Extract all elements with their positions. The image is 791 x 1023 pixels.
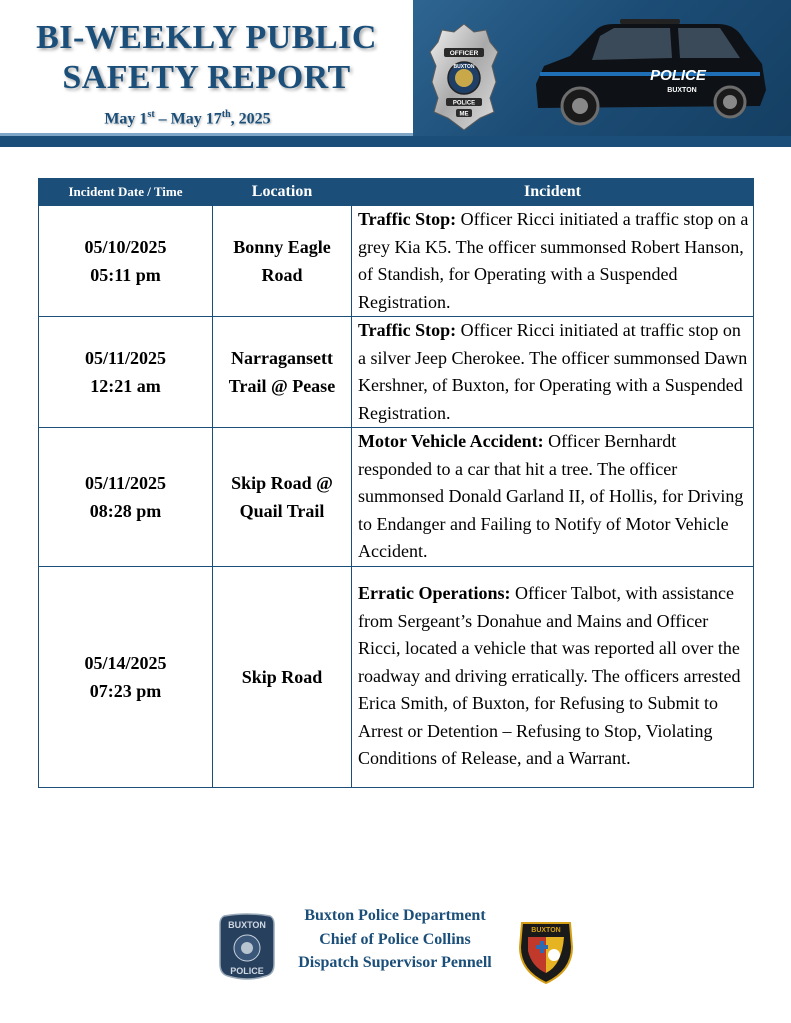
date-end-suffix: th — [221, 109, 231, 120]
date-separator: – — [154, 110, 171, 128]
table-row — [39, 206, 754, 317]
car-police-text: POLICE — [650, 67, 706, 84]
incident-location — [213, 206, 352, 317]
incident-type: Motor Vehicle Accident: — [358, 431, 544, 451]
incident-table — [38, 178, 754, 788]
location-line1: Narragansett — [231, 348, 333, 368]
police-patch-icon — [218, 912, 276, 982]
location-line2: Quail Trail — [239, 500, 325, 521]
incident-description — [352, 206, 754, 317]
column-header-incident: Incident — [352, 179, 754, 206]
incident-text: Officer Ricci initiated at traffic stop on a silver Jeep Cherokee. The officer summonsed Dawn Kershner, of Buxton, for Operating with a Suspended Registration. — [358, 320, 748, 423]
incident-type: Erratic Operations: — [358, 583, 511, 604]
header-title-panel — [0, 0, 413, 136]
location-line1: Bonny Eagle — [233, 237, 331, 257]
table-row — [39, 566, 754, 787]
incident-text: Officer Bernhardt responded to a car that hit a tree. The officer summonsed Donald Garland II, of Hollis, for Driving to Endanger and Failing to Notify of Motor Vehicle Accident. — [358, 431, 744, 561]
footer-signature — [280, 904, 510, 975]
date-start-suffix: st — [147, 109, 155, 120]
report-title-line1: BI-WEEKLY PUBLIC — [36, 19, 377, 56]
location-line2: Road — [261, 265, 303, 285]
incident-datetime — [39, 566, 213, 787]
incident-description — [352, 317, 754, 428]
footer-department: Buxton Police Department — [304, 907, 486, 924]
badge-text-bottom: POLICE — [452, 100, 476, 107]
report-header — [0, 0, 791, 147]
incident-location — [213, 428, 352, 567]
incident-description — [352, 566, 754, 787]
badge-text-city: BUXTON — [453, 64, 475, 70]
incident-time: 07:23 pm — [89, 680, 162, 701]
table-row — [39, 317, 754, 428]
incident-type: Traffic Stop: — [358, 209, 457, 229]
incident-time: 05:11 pm — [90, 265, 161, 285]
column-header-location: Location — [213, 179, 352, 206]
incident-date: 05/11/2025 — [84, 348, 166, 368]
car-town-text: BUXTON — [667, 87, 697, 94]
incident-text: Officer Ricci initiated a traffic stop on a grey Kia K5. The officer summonsed Robert Hanson, of Standish, for Operating with a Suspended Registration. — [358, 209, 749, 312]
date-year: , 2025 — [230, 110, 271, 128]
incident-text: Officer Talbot, with assistance from Sergeant’s Donahue and Mains and Officer Ricci, located a vehicle that was reported all over the roadway and driving erratically. The officers arrested Erica Smith, of Buxton, for Refusing to Submit to Arrest or Detention – Refusing to Stop, Violating Conditions of Release, and a Warrant. — [358, 583, 741, 769]
location-line2: Trail @ Pease — [228, 376, 336, 396]
incident-time: 08:28 pm — [89, 500, 162, 521]
incident-type: Traffic Stop: — [358, 320, 457, 340]
incident-description — [352, 428, 754, 567]
police-badge-icon — [428, 22, 500, 132]
incident-datetime — [39, 317, 213, 428]
badge-text-top: OFFICER — [449, 50, 479, 57]
report-title-line2: SAFETY REPORT — [62, 59, 351, 96]
date-end: May 17 — [170, 110, 222, 128]
incident-location — [213, 317, 352, 428]
patch-left-text-top: BUXTON — [228, 920, 266, 930]
incident-date: 05/10/2025 — [84, 237, 167, 257]
police-suv-icon — [530, 14, 770, 129]
patch-right-text-top: BUXTON — [531, 927, 561, 934]
patch-left-text-bottom: POLICE — [230, 966, 264, 976]
incident-date: 05/14/2025 — [84, 652, 167, 673]
incident-datetime — [39, 428, 213, 567]
report-date-range — [0, 109, 375, 128]
header-rule — [0, 136, 791, 147]
table-header-row — [39, 179, 754, 206]
badge-text-state: ME — [459, 111, 469, 118]
incident-location — [213, 566, 352, 787]
incident-time: 12:21 am — [90, 376, 161, 396]
fire-rescue-patch-icon — [516, 917, 576, 985]
location-line1: Skip Road — [241, 666, 323, 687]
footer-chief: Chief of Police Collins — [319, 930, 471, 948]
column-header-date: Incident Date / Time — [39, 179, 213, 206]
table-row — [39, 428, 754, 567]
date-start: May 1 — [104, 110, 148, 128]
footer-dispatch: Dispatch Supervisor Pennell — [298, 954, 492, 971]
incident-datetime — [39, 206, 213, 317]
location-line1: Skip Road @ — [231, 472, 333, 493]
incident-date: 05/11/2025 — [84, 472, 166, 493]
